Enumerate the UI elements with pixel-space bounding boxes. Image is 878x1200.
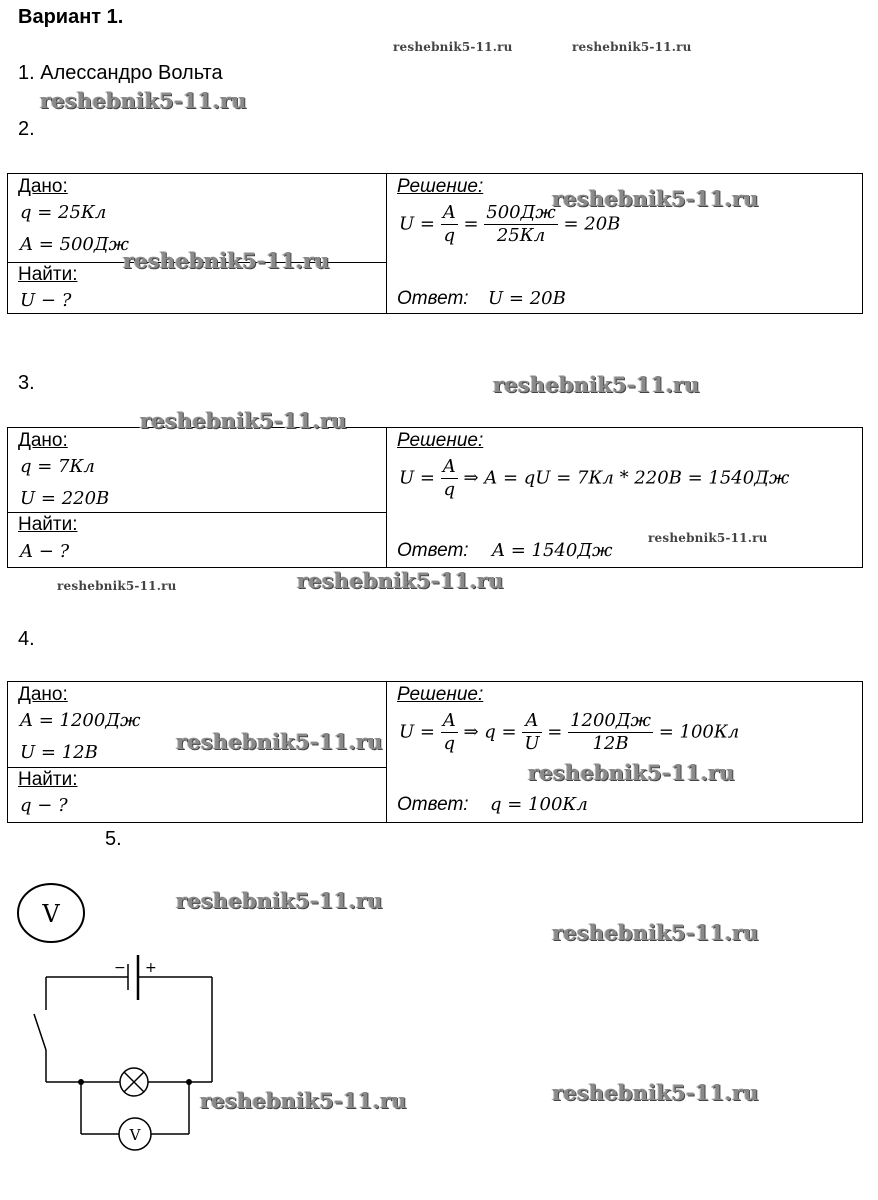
- answer-label: Ответ:: [397, 540, 469, 561]
- watermark: reshebnik5-11.ru: [648, 531, 768, 545]
- task-3-table: [7, 427, 863, 568]
- answer-3-number: 3.: [18, 372, 35, 394]
- watermark: reshebnik5-11.ru: [176, 729, 383, 754]
- page-title: Вариант 1.: [18, 6, 124, 28]
- answer-5-number: 5.: [105, 828, 122, 850]
- answer-label: Ответ:: [397, 288, 469, 309]
- find-label: Найти:: [18, 769, 78, 790]
- watermark: reshebnik5-11.ru: [140, 408, 347, 433]
- voltmeter-symbol: [14, 880, 88, 946]
- task-4-table: [7, 681, 863, 823]
- given-label: Дано:: [18, 176, 68, 197]
- watermark: reshebnik5-11.ru: [297, 568, 504, 593]
- answer-value: A = 1540Дж: [492, 540, 613, 561]
- given-q: q = 7Кл: [20, 456, 95, 477]
- battery-minus: −: [114, 960, 126, 976]
- watermark: reshebnik5-11.ru: [200, 1088, 407, 1113]
- watermark: reshebnik5-11.ru: [493, 372, 700, 397]
- given-u: U = 12В: [20, 742, 98, 763]
- watermark: reshebnik5-11.ru: [552, 1080, 759, 1105]
- given-a: A = 1200Дж: [20, 710, 141, 731]
- watermark: reshebnik5-11.ru: [40, 88, 247, 113]
- answer-value: U = 20В: [488, 288, 566, 309]
- watermark: reshebnik5-11.ru: [57, 579, 177, 593]
- solution-label: Решение:: [397, 176, 484, 197]
- watermark: reshebnik5-11.ru: [176, 888, 383, 913]
- answer-label: Ответ:: [397, 794, 469, 815]
- watermark: reshebnik5-11.ru: [572, 40, 692, 54]
- find-value: q − ?: [20, 795, 68, 816]
- solution-formula: U = $\frac{A}{q}$ ⇒ A = qU = 7Кл * 220В = 1540Дж: [399, 456, 790, 500]
- solution-label: Решение:: [397, 430, 484, 451]
- given-a: A = 500Дж: [20, 234, 129, 255]
- watermark: reshebnik5-11.ru: [528, 760, 735, 785]
- solution-label: Решение:: [397, 684, 484, 705]
- voltmeter-symbol-letter: V: [42, 900, 60, 928]
- answer-value: q = 100Кл: [490, 794, 588, 815]
- circuit-diagram: [28, 950, 228, 1160]
- watermark: reshebnik5-11.ru: [552, 186, 759, 211]
- given-label: Дано:: [18, 430, 68, 451]
- solution-formula: U = $\frac{A}{q}$ ⇒ q = $\frac{A}{U}$ = $\frac{1200Дж}{12В}$ = 100Кл: [399, 710, 740, 754]
- answer-1: 1. Алессандро Вольта: [18, 62, 223, 84]
- answer-2-number: 2.: [18, 118, 35, 140]
- circuit-voltmeter-letter: V: [129, 1126, 141, 1144]
- given-q: q = 25Кл: [20, 202, 107, 223]
- given-label: Дано:: [18, 684, 68, 705]
- find-value: U − ?: [20, 290, 72, 311]
- solution-formula: U = $\frac{A}{q}$ = $\frac{500Дж}{25Кл}$ = 20В: [399, 202, 621, 246]
- battery-plus: +: [145, 960, 157, 976]
- find-value: A − ?: [20, 541, 70, 562]
- find-label: Найти:: [18, 264, 78, 285]
- watermark: reshebnik5-11.ru: [123, 248, 330, 273]
- watermark: reshebnik5-11.ru: [393, 40, 513, 54]
- answer-4-number: 4.: [18, 628, 35, 650]
- given-u: U = 220В: [20, 488, 110, 509]
- find-label: Найти:: [18, 514, 78, 535]
- watermark: reshebnik5-11.ru: [552, 920, 759, 945]
